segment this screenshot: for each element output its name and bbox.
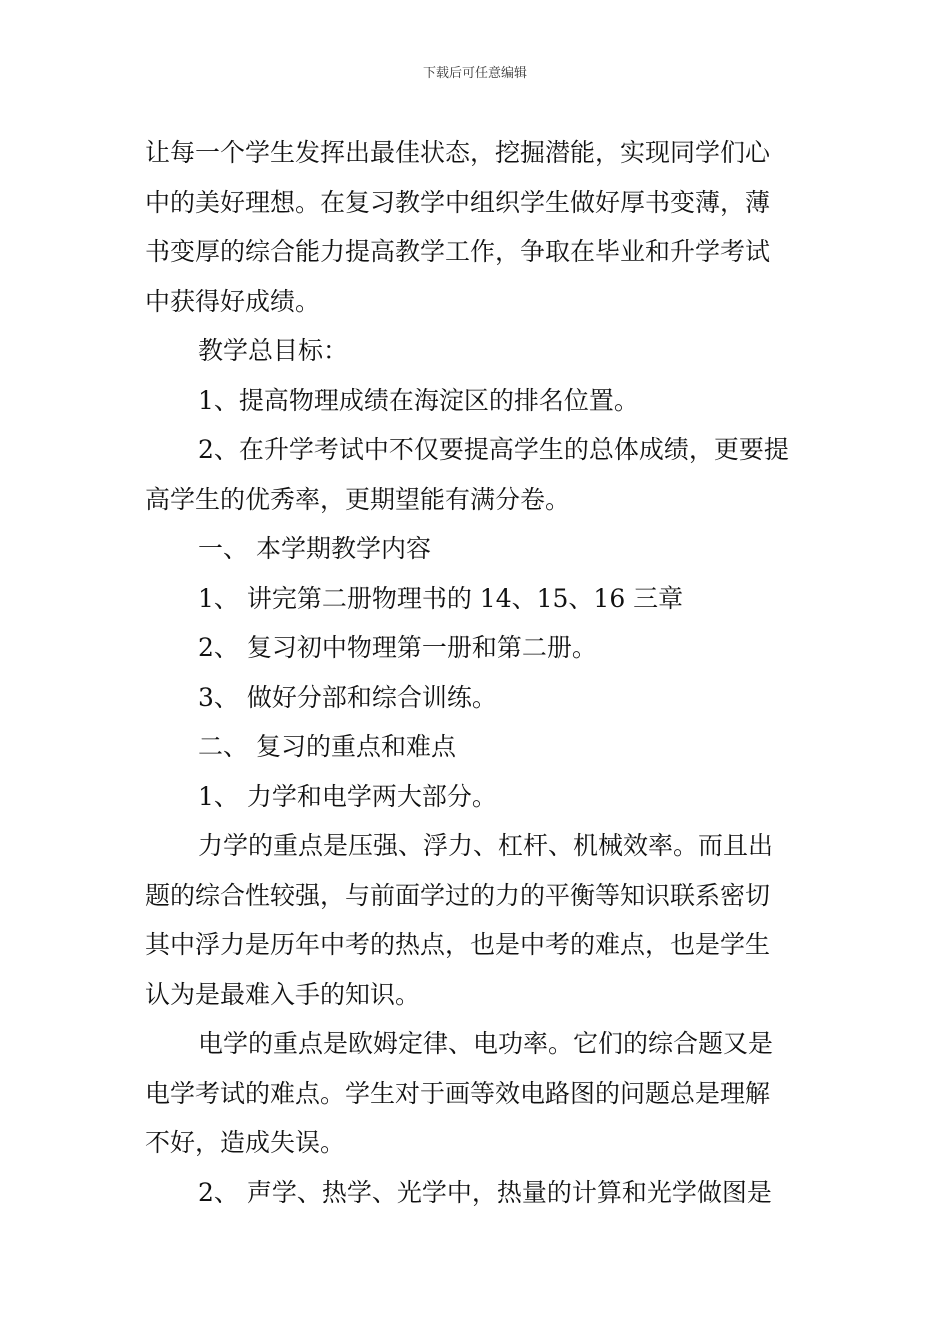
list-item: 1、 力学和电学两大部分。 (198, 781, 497, 811)
list-item: 2、 声学、热学、光学中，热量的计算和光学做图是 (198, 1177, 772, 1207)
list-item: 1、 讲完第二册物理书的 14、15、16 三章 (198, 583, 684, 613)
list-item: 1、提高物理成绩在海淀区的排名位置。 (198, 385, 639, 415)
paragraph-line: 力学的重点是压强、浮力、杠杆、机械效率。而且出 (198, 831, 774, 860)
text-line: 中获得好成绩。 (145, 286, 321, 316)
text-line: 认为是最难入手的知识。 (145, 979, 421, 1009)
paragraph-line: 电学的重点是欧姆定律、电功率。它们的综合题又是 (198, 1029, 774, 1058)
text-line: 不好，造成失误。 (145, 1128, 346, 1157)
text-line: 其中浮力是历年中考的热点，也是中考的难点，也是学生 (145, 930, 771, 959)
page-header: 下载后可任意编辑 (422, 66, 527, 81)
text-line: 中的美好理想。在复习教学中组织学生做好厚书变薄，薄 (145, 187, 771, 217)
section-heading: 教学总目标： (198, 336, 349, 365)
list-item: 3、 做好分部和综合训练。 (198, 682, 497, 712)
section-heading: 一、 本学期教学内容 (198, 534, 431, 563)
text-line: 高学生的优秀率，更期望能有满分卷。 (145, 484, 571, 514)
text-line: 题的综合性较强，与前面学过的力的平衡等知识联系密切 (145, 880, 771, 910)
text-line: 让每一个学生发挥出最佳状态，挖掘潜能，实现同学们心 (145, 138, 771, 167)
document-body (145, 128, 810, 1217)
section-heading: 二、 复习的重点和难点 (198, 732, 456, 761)
list-item: 2、 复习初中物理第一册和第二册。 (198, 633, 597, 662)
text-line: 书变厚的综合能力提高教学工作，争取在毕业和升学考试 (145, 237, 771, 266)
list-item: 2、在升学考试中不仅要提高学生的总体成绩，更要提 (198, 435, 789, 464)
text-line: 电学考试的难点。学生对于画等效电路图的问题总是理解 (145, 1078, 771, 1108)
